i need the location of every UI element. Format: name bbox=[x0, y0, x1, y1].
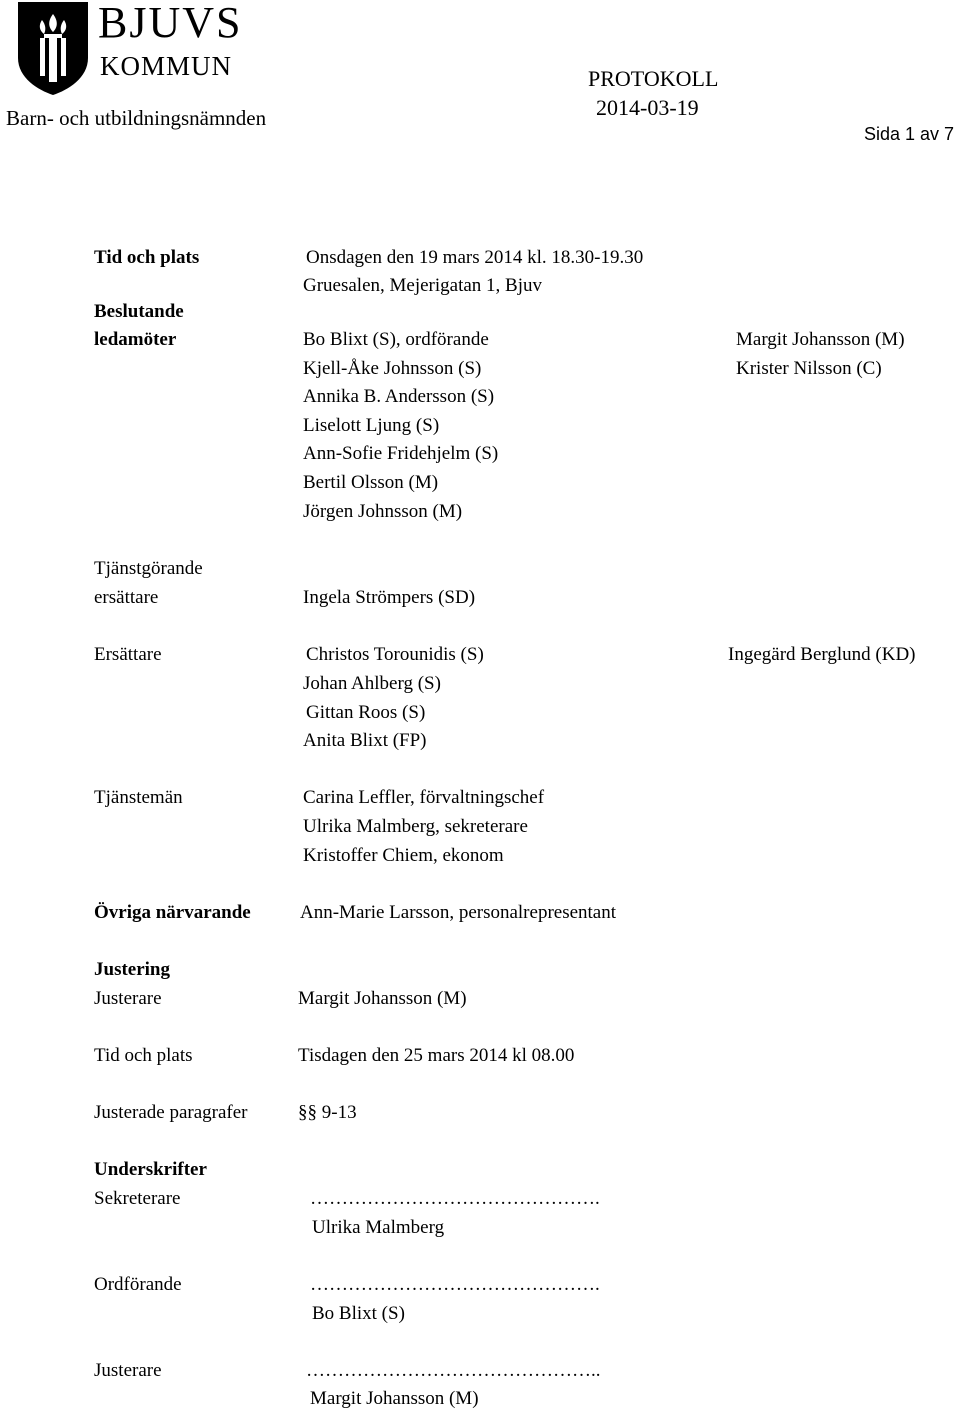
signature-line: ………………………………………. bbox=[310, 1274, 600, 1295]
substitute-name: Christos Torounidis (S) bbox=[306, 644, 484, 665]
decision-members-label-2: ledamöter bbox=[94, 329, 177, 350]
member-name: Liselott Ljung (S) bbox=[303, 415, 440, 436]
serving-substitute-name: Ingela Strömpers (SD) bbox=[303, 587, 476, 608]
document-date: 2014-03-19 bbox=[596, 95, 699, 120]
adjuster-name: Margit Johansson (M) bbox=[298, 988, 467, 1009]
substitute-name: Ingegärd Berglund (KD) bbox=[728, 644, 916, 665]
meeting-place: Gruesalen, Mejerigatan 1, Bjuv bbox=[303, 275, 543, 296]
substitute-name: Johan Ahlberg (S) bbox=[303, 673, 441, 694]
decision-members-label-1: Beslutande bbox=[94, 301, 184, 322]
serving-substitutes-label-2: ersättare bbox=[94, 587, 159, 608]
adjustment-heading: Justering bbox=[94, 959, 170, 980]
signature-name: Bo Blixt (S) bbox=[312, 1303, 405, 1324]
substitutes-label: Ersättare bbox=[94, 644, 162, 665]
member-name: Krister Nilsson (C) bbox=[736, 358, 882, 379]
adjusted-paragraphs-label: Justerade paragrafer bbox=[94, 1102, 248, 1123]
member-name: Ann-Sofie Fridehjelm (S) bbox=[303, 443, 499, 464]
officials-label: Tjänstemän bbox=[94, 787, 183, 808]
signature-name: Ulrika Malmberg bbox=[312, 1217, 445, 1238]
substitute-name: Gittan Roos (S) bbox=[306, 702, 426, 723]
member-name: Margit Johansson (M) bbox=[736, 329, 905, 350]
adjusted-paragraphs: §§ 9-13 bbox=[298, 1102, 357, 1123]
department-name: Barn- och utbildningsnämnden bbox=[6, 106, 267, 130]
member-name: Bertil Olsson (M) bbox=[303, 472, 439, 493]
member-name: Kjell-Åke Johnsson (S) bbox=[303, 358, 482, 379]
signature-role: Sekreterare bbox=[94, 1188, 181, 1209]
official-name: Carina Leffler, förvaltningschef bbox=[303, 787, 545, 808]
official-name: Ulrika Malmberg, sekreterare bbox=[303, 816, 528, 837]
adjuster-label: Justerare bbox=[94, 988, 162, 1009]
signature-line: ………………………………………. bbox=[310, 1188, 600, 1209]
member-name: Jörgen Johnsson (M) bbox=[303, 501, 463, 522]
signature-role: Justerare bbox=[94, 1360, 162, 1381]
serving-substitutes-label-1: Tjänstgörande bbox=[94, 558, 203, 579]
document-type: PROTOKOLL bbox=[588, 66, 719, 91]
adjustment-time-place: Tisdagen den 25 mars 2014 kl 08.00 bbox=[298, 1045, 575, 1066]
member-name: Bo Blixt (S), ordförande bbox=[303, 329, 489, 350]
logo-name: BJUVS bbox=[98, 0, 243, 47]
other-attendee-name: Ann-Marie Larsson, personalrepresentant bbox=[300, 902, 617, 923]
signatures-heading: Underskrifter bbox=[94, 1159, 207, 1180]
meeting-time: Onsdagen den 19 mars 2014 kl. 18.30-19.30 bbox=[306, 247, 644, 268]
official-name: Kristoffer Chiem, ekonom bbox=[303, 845, 504, 866]
signature-name: Margit Johansson (M) bbox=[310, 1388, 479, 1409]
adjustment-time-place-label: Tid och plats bbox=[94, 1045, 193, 1066]
logo-subname: KOMMUN bbox=[100, 51, 233, 81]
page-number: Sida 1 av 7 bbox=[864, 124, 955, 144]
others-label: Övriga närvarande bbox=[94, 902, 251, 923]
time-place-label: Tid och plats bbox=[94, 247, 200, 268]
substitute-name: Anita Blixt (FP) bbox=[303, 730, 427, 751]
municipality-logo bbox=[16, 0, 266, 96]
signature-role: Ordförande bbox=[94, 1274, 182, 1295]
member-name: Annika B. Andersson (S) bbox=[303, 386, 495, 407]
signature-line: ……………………………………….. bbox=[306, 1360, 601, 1381]
torch-emblem-icon bbox=[16, 0, 90, 96]
